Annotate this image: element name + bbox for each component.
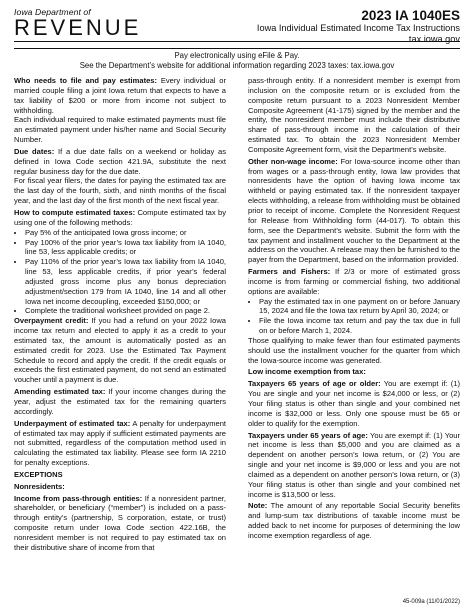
list-item: • Pay 100% of the prior year’s Iowa tax liability from IA 1040, line 53, less applicable credits; or [25, 238, 226, 258]
form-title: 2023 IA 1040ES [361, 8, 460, 23]
list-item: • Pay 110% of the prior year’s Iowa tax liability from IA 1040, line 53, less applicable credits, if prior year’s federal adjusted gross income plus any bonus depreciation adjustment/section 179 from IA 1040, line 14 and all other Iowa net income decoupling, exceeded $150,000; or [25, 257, 226, 306]
due-paragraph [14, 147, 226, 177]
exceptions-heading: EXCEPTIONS [14, 469, 63, 479]
header-rule-2 [14, 48, 460, 49]
agency-name-top: Iowa Department of [14, 7, 91, 17]
underpayment-heading: Underpayment of estimated tax: [14, 418, 131, 428]
under-65-text: You are exempt if: (1) Your net income is less than $5,000 and you are claimed as a dependent on another person’s Iowa return, or (2) You are single and your net income is $9,000 or less and you are not claimed as a dependent on another person’s Iowa return, or (3) Your filing status is other than single and your combined net income is $13,500 or less. [248, 430, 460, 499]
non-wage-paragraph [248, 157, 460, 265]
non-wage-heading: Other non-wage income: [248, 156, 338, 166]
farmers-paragraph-2: Those qualifying to make fewer than four estimated payments should use the installment voucher for the quarter from which the Iowa-source income was generated. [248, 335, 460, 365]
overpayment-paragraph [14, 316, 226, 385]
form-code: 45-009a (11/01/2022) [402, 599, 460, 605]
due-text: If a due date falls on a weekend or holiday as defined in Iowa Code section 421.9A, substitute the next regular business day for the due date. [14, 146, 226, 176]
agency-logo [14, 8, 141, 38]
underpayment-paragraph [14, 419, 226, 468]
overpayment-text: If you had a refund on your 2022 Iowa income tax return and elected to apply it as a credit to your estimated tax, the amount is automatically posted as an estimated credit for 2023. Use the Estimated Tax Payment Schedule to record and apply the credit. If the credit equals or exceeds the first estimated payment, do not send an estimated voucher until a payment is due. [14, 316, 226, 385]
website-link[interactable]: tax.iowa.gov [408, 34, 460, 44]
amend-heading: Amending estimated tax: [14, 387, 106, 397]
senior-heading: Taxpayers 65 years of age or older: [248, 379, 381, 389]
note-heading: Note: [248, 501, 268, 511]
pass-through-paragraph [14, 494, 226, 553]
due-paragraph-2: For fiscal year filers, the dates for paying the estimated tax are the last day of the fourth, sixth, and ninth months of the fiscal year, and the last day of the first month of the next fiscal year. [14, 176, 226, 206]
note-text: The amount of any reportable Social Security benefits and lump-sum tax distributions of taxable income must be added back to net income for purposes of determining the low income exemption regardless of age. [248, 501, 460, 540]
agency-name-main: REVENUE [14, 15, 142, 40]
right-column [248, 76, 460, 541]
who-paragraph [14, 76, 226, 115]
farmers-text: If 2/3 or more of estimated gross income is from farming or commercial fishing, two additional options are available: [248, 267, 460, 296]
amend-text: If your income changes during the year, adjust the estimated tax for the remaining quarters accordingly. [14, 387, 226, 416]
form-title-block [257, 8, 460, 45]
how-list [14, 228, 226, 317]
senior-paragraph [248, 379, 460, 428]
intro-line-2: See the Department’s website for additional information regarding 2023 taxes: tax.iowa.gov [79, 61, 395, 70]
pass-through-continued: pass-through entity. If a nonresident member is exempt from inclusion on the composite return or is excluded from the composite return pursuant to a 2023 Nonresident Member Composite Agreement (41-175) signed by the member and the entity, the nonresident member must include their distributive share of pass-through income in the calculation of their estimated tax. To obtain the 2023 Nonresident Member Composite Agreement form, visit the Department’s website. [248, 76, 460, 154]
underpayment-text: A penalty for underpayment of estimated tax may apply if sufficient estimated payments are not submitted, regardless of the computation method used in calculating the estimated tax liability. Please see form IA 2210 for penalty exceptions. [14, 418, 227, 468]
note-paragraph [248, 501, 460, 540]
pass-through-text: If a nonresident partner, shareholder, or beneficiary (“member”) is included on a pass-through entity’s (partnership, S corporation, estate, or trust) composite return under Iowa Code section 422.16B, the nonresident member is not required to pay estimated tax on their distributive share of income from that [14, 493, 226, 552]
farmers-list [248, 297, 460, 336]
list-item: • Complete the traditional worksheet provided on page 2. [25, 306, 226, 316]
senior-text: You are exempt if: (1) You are single and your net income is $24,000 or less, or (2) Your filing status is other than single and your combined net income is $32,000 or less. Only one spouse must be 65 or older to qualify for the exemption. [248, 379, 460, 428]
under-65-heading: Taxpayers under 65 years of age: [248, 430, 368, 440]
list-item: • Pay the estimated tax in one payment on or before January 15, 2024 and file the Iowa tax return by April 30, 2024; or [259, 297, 460, 317]
who-heading: Who needs to file and pay estimates: [14, 76, 157, 85]
under-65-paragraph [248, 431, 460, 500]
list-item: • Pay 5% of the anticipated Iowa gross income; or [25, 228, 226, 238]
due-heading: Due dates: [14, 146, 55, 156]
how-paragraph [14, 208, 226, 228]
list-item: • File the Iowa income tax return and pay the tax due in full on or before March 1, 2024. [259, 316, 460, 336]
overpayment-heading: Overpayment credit: [14, 316, 89, 326]
farmers-heading: Farmers and Fishers: [248, 267, 331, 277]
amend-paragraph [14, 387, 226, 417]
how-text: Compute estimated tax by using one of the following methods: [14, 207, 226, 227]
pass-through-heading: Income from pass-through entities: [14, 493, 143, 503]
how-heading: How to compute estimated taxes: [14, 207, 136, 217]
header-rule-1 [14, 41, 460, 42]
left-column [14, 76, 226, 553]
nonresidents-heading: Nonresidents: [14, 481, 65, 491]
who-text: Every individual or married couple filing a joint Iowa return that expects to have a tax liability of $200 or more from income not subject to withholding. [14, 76, 226, 115]
farmers-paragraph [248, 267, 460, 297]
who-paragraph-2: Each individual required to make estimated payments must file an estimated payment under his/her name and Social Security Number. [14, 115, 226, 145]
low-income-heading: Low income exemption from tax: [248, 367, 366, 377]
intro-line-1: Pay electronically using eFile & Pay. [174, 51, 300, 60]
form-subtitle: Iowa Individual Estimated Income Tax Instructions [256, 23, 460, 33]
non-wage-text: For Iowa-source income other than from wages or a pass-through entity, Iowa law provides that nonresidents have the option of having Iowa income tax withheld or paying estimated tax. If the nonresident taxpayer elects withholding, a release from withholding must be obtained prior to receipt of income. Complete the Nonresident Request for Release from Withholding form (44-017). To obtain this form, see the Department’s website. Submit the form with the tax payment and installment voucher to the Department at the address on the voucher. A release may then be furnished to the payer from the Department, based on the information provided. [248, 156, 460, 265]
